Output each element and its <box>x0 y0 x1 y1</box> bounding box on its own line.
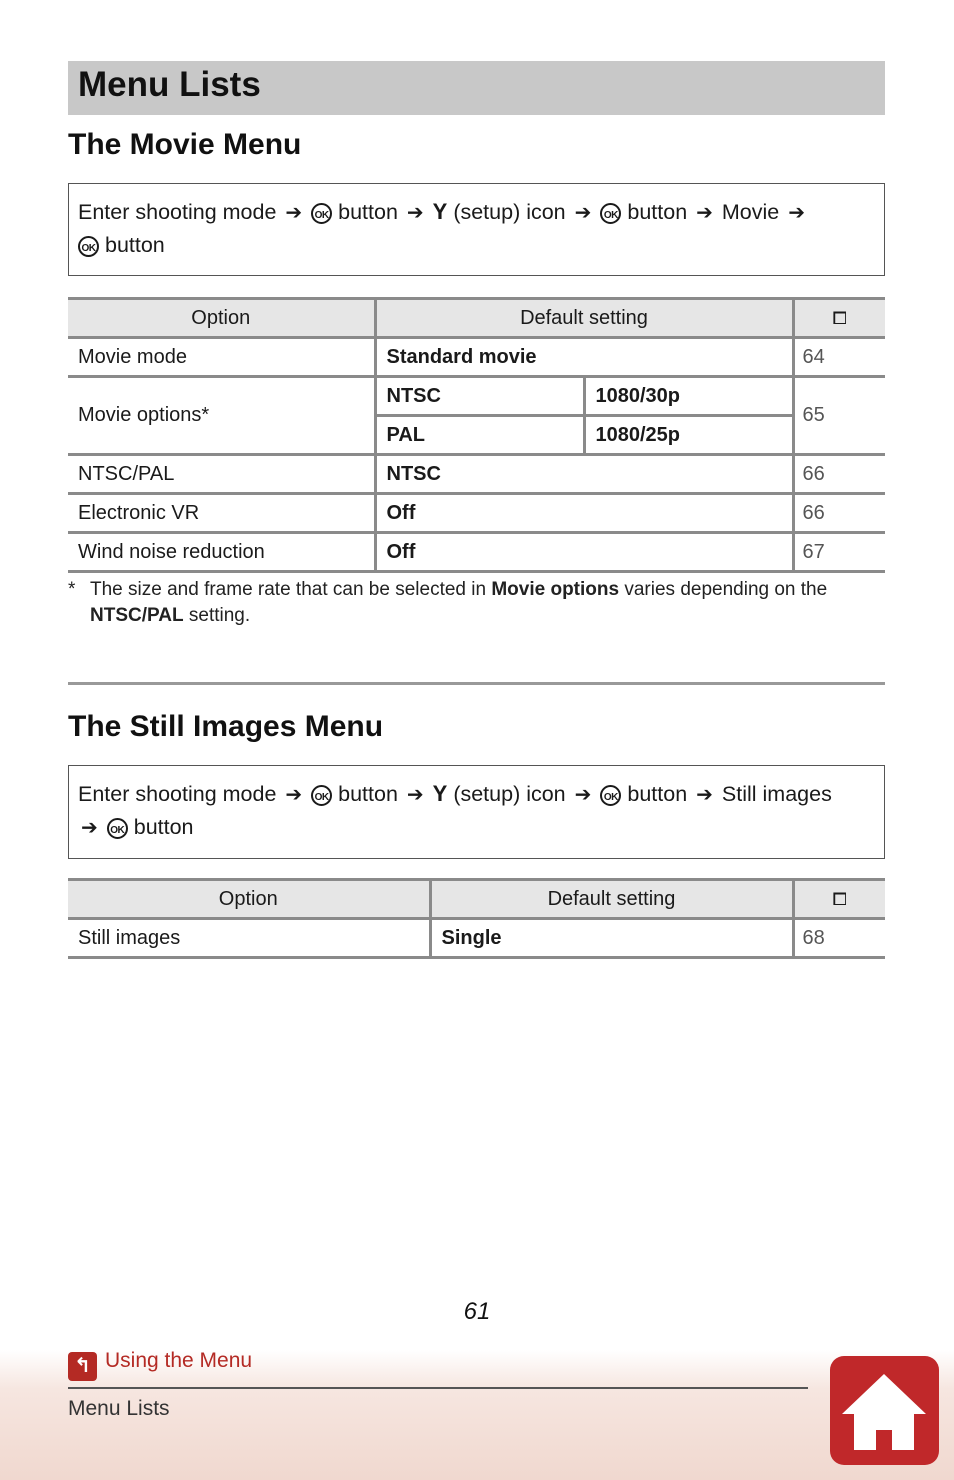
breadcrumb-section-link[interactable] <box>68 1349 252 1381</box>
table-row <box>68 455 885 494</box>
arrow-icon: ➔ <box>81 817 98 839</box>
default-cell: 1080/25p <box>584 416 793 455</box>
breadcrumb-section-label[interactable]: Using the Menu <box>105 1349 253 1372</box>
nav-text: (setup) icon <box>453 200 566 224</box>
ok-button-icon: OK <box>600 203 621 224</box>
table-row <box>68 494 885 533</box>
arrow-icon: ➔ <box>574 784 592 806</box>
arrow-icon: ➔ <box>696 784 713 806</box>
nav-text: Enter shooting mode <box>78 200 277 224</box>
page-ref: 64 <box>793 338 885 377</box>
option-header: Option <box>68 299 375 338</box>
option-cell: NTSC/PAL <box>68 455 375 494</box>
ok-button-icon: OK <box>600 785 621 806</box>
book-icon: ⧠ <box>793 880 885 919</box>
movie-menu-table <box>68 297 885 573</box>
ok-button-icon: OK <box>78 236 99 257</box>
ok-button-icon: OK <box>311 203 332 224</box>
still-nav-box <box>68 765 885 859</box>
option-cell: Movie mode <box>68 338 375 377</box>
table-header-row <box>68 880 885 919</box>
page-title: Menu Lists <box>78 65 261 104</box>
movie-nav-box <box>68 183 885 276</box>
page-ref: 68 <box>793 919 885 958</box>
default-cell: PAL <box>375 416 584 455</box>
default-cell: NTSC <box>375 377 584 416</box>
default-cell: Standard movie <box>375 338 793 377</box>
nav-text: Still images <box>721 782 832 806</box>
home-icon <box>830 1356 939 1465</box>
movie-footnote <box>68 577 888 629</box>
default-setting-header: Default setting <box>375 299 793 338</box>
option-cell: Electronic VR <box>68 494 375 533</box>
still-menu-heading: The Still Images Menu <box>68 710 384 743</box>
nav-text: button <box>133 815 194 839</box>
table-row <box>68 533 885 572</box>
option-cell: Wind noise reduction <box>68 533 375 572</box>
nav-text: (setup) icon <box>453 782 566 806</box>
section-divider <box>68 682 885 685</box>
page-title-bar <box>68 61 885 115</box>
table-row <box>68 919 885 958</box>
wrench-icon: Y <box>432 781 448 806</box>
nav-text: button <box>104 233 165 257</box>
arrow-icon: ➔ <box>406 202 424 224</box>
breadcrumb-divider <box>68 1387 808 1389</box>
arrow-icon: ➔ <box>285 202 303 224</box>
default-cell: 1080/30p <box>584 377 793 416</box>
arrow-icon: ➔ <box>406 784 424 806</box>
arrow-icon: ➔ <box>574 202 592 224</box>
footnote-text: The size and frame rate that can be selected in Movie options varies depending on the NTSC/PAL setting. <box>90 579 828 626</box>
page-ref: 66 <box>793 494 885 533</box>
ok-button-icon: OK <box>107 818 128 839</box>
arrow-icon: ➔ <box>788 202 805 224</box>
back-arrow-icon[interactable]: ↰ <box>68 1352 97 1381</box>
page-ref: 66 <box>793 455 885 494</box>
nav-text: Movie <box>721 200 780 224</box>
option-cell: Still images <box>68 919 430 958</box>
arrow-icon: ➔ <box>696 202 713 224</box>
table-header-row <box>68 299 885 338</box>
table-row <box>68 338 885 377</box>
wrench-icon: Y <box>432 199 448 224</box>
footnote-marker: * <box>68 579 76 600</box>
nav-text: Enter shooting mode <box>78 782 277 806</box>
ok-button-icon: OK <box>311 785 332 806</box>
book-icon: ⧠ <box>793 299 885 338</box>
default-cell: Single <box>430 919 793 958</box>
home-button[interactable] <box>830 1356 939 1465</box>
page-number: 61 <box>463 1298 491 1325</box>
page-ref: 65 <box>793 377 885 455</box>
nav-text: button <box>338 200 398 224</box>
nav-text: button <box>627 782 688 806</box>
movie-menu-heading: The Movie Menu <box>68 128 302 161</box>
default-cell: Off <box>375 533 793 572</box>
nav-text: button <box>338 782 398 806</box>
option-header: Option <box>68 880 430 919</box>
default-setting-header: Default setting <box>430 880 793 919</box>
still-menu-table <box>68 878 885 959</box>
page-ref: 67 <box>793 533 885 572</box>
arrow-icon: ➔ <box>285 784 303 806</box>
option-cell: Movie options* <box>68 377 375 455</box>
nav-text: button <box>627 200 688 224</box>
table-row <box>68 377 885 416</box>
breadcrumb-page: Menu Lists <box>68 1397 170 1420</box>
default-cell: Off <box>375 494 793 533</box>
default-cell: NTSC <box>375 455 793 494</box>
